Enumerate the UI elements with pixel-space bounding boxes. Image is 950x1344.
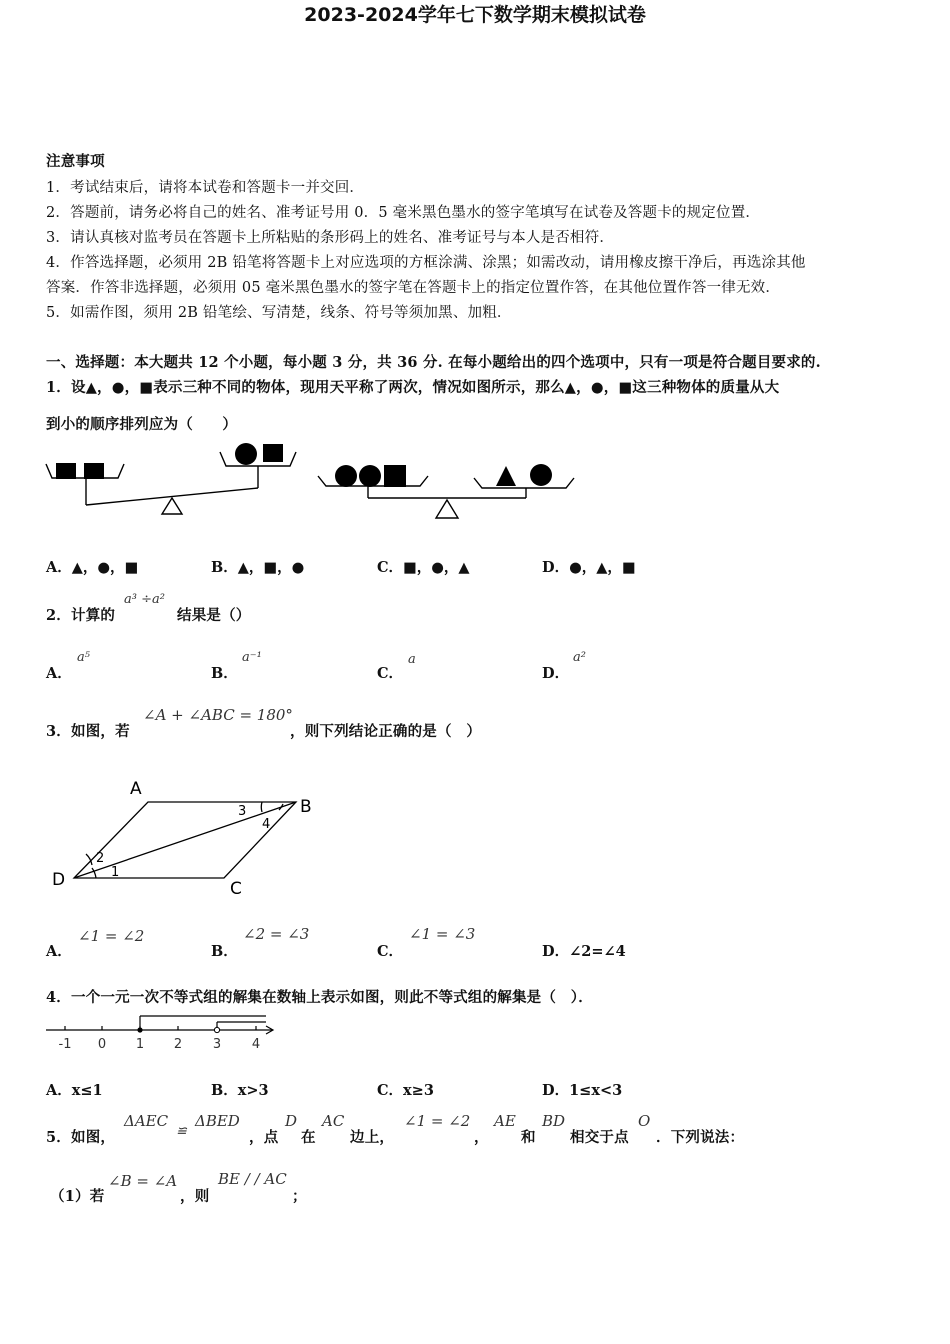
option-d[interactable]: D．1≤x<3 [542,1082,623,1099]
parallelogram-figure [0,770,340,900]
question-5-text: 和 [521,1129,536,1146]
question-5-sub1-num: （1）若 [50,1188,105,1205]
question-5-text: ， [474,1129,489,1146]
option-c[interactable]: C．■，●，▲ [377,559,470,576]
option-a-value: ∠1 = ∠2 [78,927,145,945]
option-a[interactable]: A．▲，●，■ [46,559,139,576]
question-5-point-d: D [285,1112,298,1130]
option-c-value: ∠1 = ∠3 [409,925,476,943]
option-c[interactable]: C． [377,665,404,682]
option-a[interactable]: A． [46,665,72,682]
option-a-value: a⁵ [77,650,90,665]
angle-3-label: 3 [238,804,247,819]
question-5-angles: ∠1 = ∠2 [404,1112,471,1130]
option-b-value: a⁻¹ [242,650,262,665]
tick-label: 2 [173,1037,183,1052]
notice-item: 答案．作答非选择题，必须用 05 毫米黑色墨水的签字笔在答题卡上的指定位置作答，在其他位置作答一律无效． [46,280,781,296]
question-5-side-ae: AE [494,1112,516,1130]
angle-2-label: 2 [96,851,105,866]
notice-item: 2．答题前，请务必将自己的姓名、准考证号用 0．5 毫米黑色墨水的签字笔填写在试卷及答题卡的规定位置． [46,205,761,221]
option-b[interactable]: B．▲，■，● [211,559,305,576]
question-2-prefix: 2．计算的 [46,607,116,624]
question-3-expr: ∠A + ∠ABC = 180° [143,706,293,724]
balance-left [46,452,296,514]
section-heading: 一、选择题：本大题共 12 个小题，每小题 3 分，共 36 分. 在每小题给出的四个选项中，只有一项是符合题目要求的. [46,354,821,371]
option-d[interactable]: D．●，▲，■ [542,559,636,576]
vertex-a-label: A [130,779,142,799]
question-5-side-bd: BD [542,1112,566,1130]
question-4-text: 4．一个一元一次不等式组的解集在数轴上表示如图，则此不等式组的解集是（ ）． [46,989,593,1006]
option-d[interactable]: D．∠2=∠4 [542,943,626,960]
angle-1-label: 1 [111,865,120,880]
option-d[interactable]: D． [542,665,570,682]
number-line-figure [0,1010,290,1055]
question-5-text: 相交于点 [570,1129,629,1146]
tick-label: 0 [97,1037,107,1052]
question-5-point-o: O [638,1112,651,1130]
option-c-value: a [408,652,416,667]
option-b[interactable]: B．x>3 [211,1082,269,1099]
question-5-num: 5．如图， [46,1129,116,1146]
question-2-suffix: 结果是（） [177,607,251,624]
vertex-c-label: C [230,879,242,899]
tick-label: 4 [251,1037,261,1052]
option-d-value: a² [573,650,586,665]
tick-label: 3 [212,1037,222,1052]
question-5-sub1-mid: ，则 [180,1188,210,1205]
page-title: 2023-2024学年七下数学期末模拟试卷 [304,4,646,26]
question-3-prefix: 3．如图，若 [46,723,130,740]
vertex-b-label: B [300,797,312,817]
question-3-suffix: ，则下列结论正确的是（ ） [290,723,482,740]
option-b-value: ∠2 = ∠3 [243,925,310,943]
tick-label: -1 [58,1037,72,1052]
option-b[interactable]: B． [211,665,238,682]
question-5-text: ．下列说法： [656,1129,745,1146]
balance-scales-figure [0,430,600,530]
option-c[interactable]: C． [377,943,404,960]
question-5-sub1-cond: ∠B = ∠A [108,1172,178,1190]
vertex-d-label: D [52,870,66,890]
notice-item: 1．考试结束后，请将本试卷和答题卡一并交回． [46,180,365,196]
question-5-tri1: ΔAEC [124,1112,169,1130]
question-2-expr: a³ ÷a² [124,592,165,607]
notice-item: 4．作答选择题，必须用 2B 铅笔将答题卡上对应选项的方框涂满、涂黑；如需改动，请用橡皮擦干净后，再选涂其他 [46,255,806,271]
question-5-text: ，点 [249,1129,279,1146]
option-b[interactable]: B． [211,943,238,960]
option-c[interactable]: C．x≥3 [377,1082,434,1099]
question-1-text-cont: 到小的顺序排列应为（ ） [46,416,238,433]
angle-4-label: 4 [262,817,271,832]
question-5-text: 边上， [350,1129,395,1146]
question-5-side-ac: AC [322,1112,345,1130]
notice-item: 5．如需作图，须用 2B 铅笔绘、写清楚，线条、符号等须加黑、加粗． [46,305,512,321]
notice-heading: 注意事项 [46,153,105,170]
option-a[interactable]: A．x≤1 [46,1082,103,1099]
question-5-sub1-end: ； [292,1188,307,1205]
question-5-cong: ≌ [176,1124,187,1139]
notice-item: 3．请认真核对监考员在答题卡上所粘贴的条形码上的姓名、准考证号与本人是否相符． [46,230,615,246]
question-5-text: 在 [301,1129,316,1146]
question-5-sub1-result: BE / / AC [218,1170,287,1188]
tick-label: 1 [135,1037,145,1052]
question-1-text: 1．设▲，●，■表示三种不同的物体，现用天平称了两次，情况如图所示，那么▲，●，■这三种物体的质量从大 [46,379,780,396]
option-a[interactable]: A． [46,943,72,960]
question-5-tri2: ΔBED [195,1112,240,1130]
